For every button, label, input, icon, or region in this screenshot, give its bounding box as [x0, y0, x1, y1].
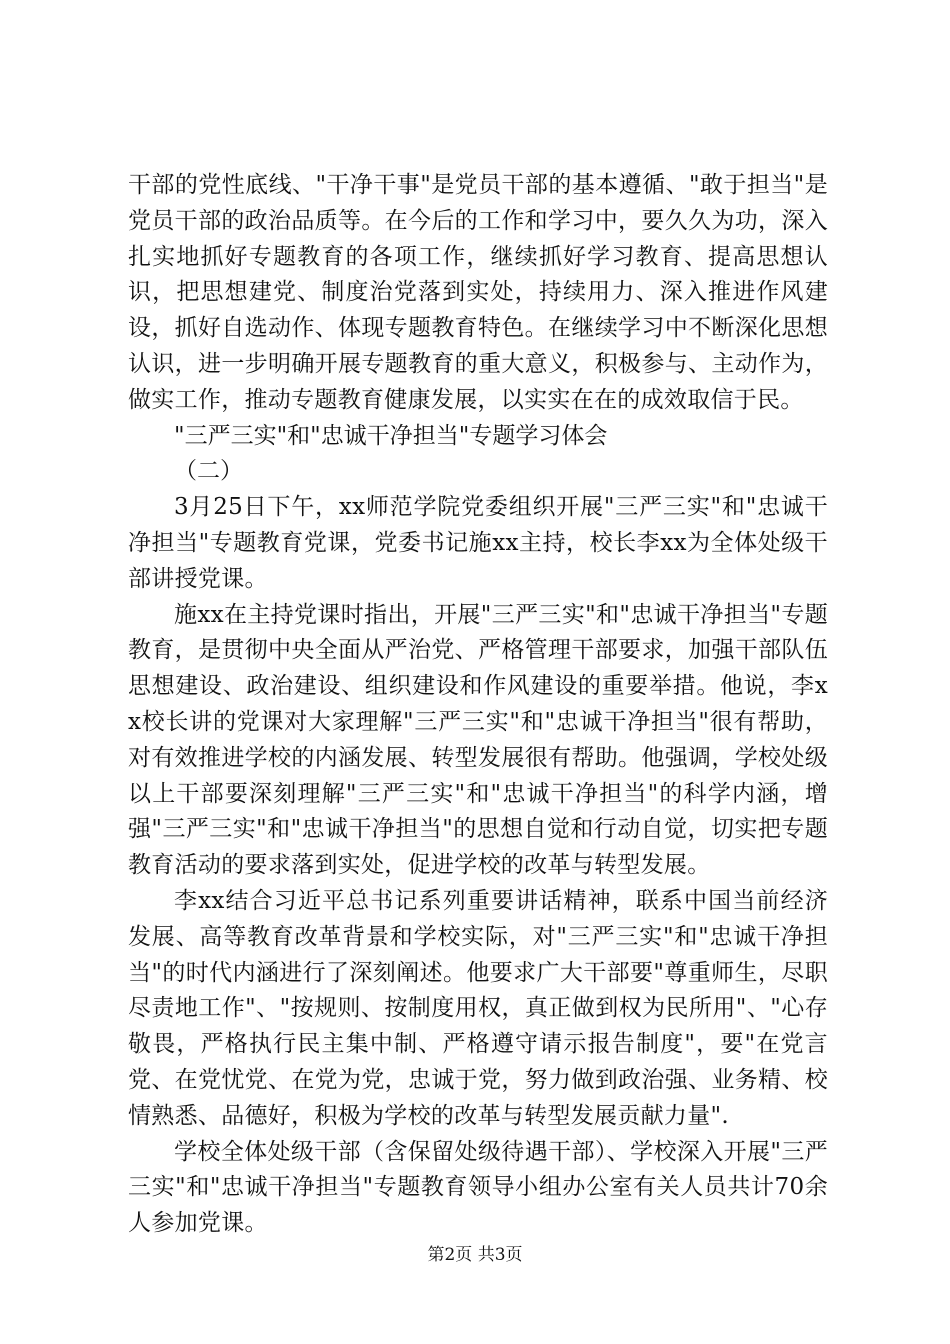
- document-body: [128, 168, 828, 1242]
- paragraph-continuation: 干部的党性底线、"干净干事"是党员干部的基本遵循、"敢于担当"是党员干部的政治品质等。在今后的工作和学习中，要久久为功，深入扎实地抓好专题教育的各项工作，继续抓好学习教育、提高思想认识，把思想建党、制度治党落到实处，持续用力、深入推进作风建设，抓好自选动作、体现专题教育特色。在继续学习中不断深化思想认识，进一步明确开展专题教育的重大意义，积极参与、主动作为，做实工作，推动专题教育健康发展，以实实在在的成效取信于民。: [128, 172, 828, 413]
- paragraph-attendees: 学校全体处级干部（含保留处级待遇干部）、学校深入开展"三严三实"和"忠诚干净担当"专题教育领导小组办公室有关人员共计70余人参加党课。: [128, 1138, 828, 1237]
- section-title: "三严三实"和"忠诚干净担当"专题学习体会: [174, 422, 608, 449]
- paragraph-event-intro: 3月25日下午，xx师范学院党委组织开展"三严三实"和"忠诚干净担当"专题教育党课，党委书记施xx主持，校长李xx为全体处级干部讲授党课。: [128, 494, 828, 592]
- paragraph-host-remarks: 施xx在主持党课时指出，开展"三严三实"和"忠诚干净担当"专题教育，是贯彻中央全面从严治党、严格管理干部要求，加强干部队伍思想建设、政治建设、组织建设和作风建设的重要举措。他说，李xx校长讲的党课对大家理解"三严三实"和"忠诚干净担当"很有帮助，对有效推进学校的内涵发展、转型发展很有帮助。他强调，学校处级以上干部要深刻理解"三严三实"和"忠诚干净担当"的科学内涵，增强"三严三实"和"忠诚干净担当"的思想自觉和行动自觉，切实把专题教育活动的要求落到实处，促进学校的改革与转型发展。: [128, 601, 828, 879]
- paragraph-lecture-content: 李xx结合习近平总书记系列重要讲话精神，联系中国当前经济发展、高等教育改革背景和学校实际，对"三严三实"和"忠诚干净担当"的时代内涵进行了深刻阐述。他要求广大干部要"尊重师生，尽职尽责地工作"、"按规则、按制度用权，真正做到权为民所用"、"心存敬畏，严格执行民主集中制、严格遵守请示报告制度"，要"在党言党、在党忧党、在党为党，忠诚于党，努力做到政治强、业务精、校情熟悉、品德好，积极为学校的改革与转型发展贡献力量".: [128, 887, 828, 1129]
- page-number-footer: 第2页 共3页: [427, 1245, 523, 1265]
- section-subtitle: （二）: [174, 458, 243, 485]
